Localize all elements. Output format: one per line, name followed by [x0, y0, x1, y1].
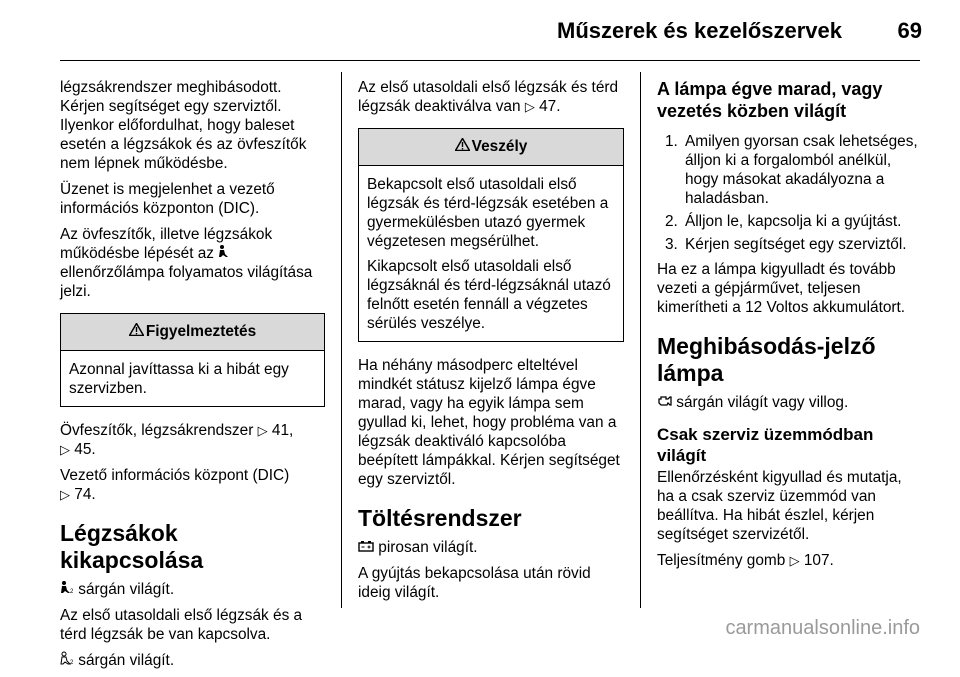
text: Az első utasoldali első légzsák és térd légzsák deaktiválva van	[358, 79, 619, 115]
list-item: 3. Kérjen segítséget egy szerviztől.	[665, 236, 907, 253]
danger-title: Veszély	[471, 138, 528, 155]
page-ref[interactable]: 45.	[74, 441, 96, 458]
list-item: 1. Amilyen gyorsan csak lehetséges, álljon ki a forgalomból anélkül, hogy másokat akadályozna a haladásban.	[665, 133, 918, 207]
cross-reference	[60, 466, 325, 504]
header-rule	[60, 60, 920, 61]
warning-title: Figyelmeztetés	[145, 323, 257, 340]
cross-reference	[60, 421, 325, 459]
reference-arrow-icon: ▷	[60, 442, 70, 457]
paragraph: Ha ez a lámpa kigyulladt és tovább vezeti a gépjárművet, teljesen kimerítheti a 12 Voltos akkumulátort.	[657, 261, 906, 316]
column-2	[358, 78, 624, 609]
battery-icon	[358, 538, 374, 557]
paragraph: Üzenet is megjelenhet a vezető információs központon (DIC).	[60, 181, 275, 217]
page-ref[interactable]: 74.	[74, 486, 96, 503]
svg-text:2: 2	[70, 589, 74, 594]
warning-box	[60, 313, 325, 407]
section-heading: Töltésrendszer	[358, 505, 522, 531]
svg-text:2: 2	[70, 660, 74, 665]
lamp-line	[657, 393, 922, 412]
section-heading: Légzsákok kikapcsolása	[60, 520, 204, 573]
header-title: Műszerek és kezelőszervek	[557, 18, 842, 43]
text: Az övfeszítők, illetve légzsákok működésbe lépését az	[60, 226, 273, 262]
danger-box-body	[359, 166, 623, 341]
reference-arrow-icon: ▷	[257, 423, 268, 438]
lamp-line	[60, 580, 325, 599]
watermark: carmanualsonline.info	[725, 617, 920, 639]
warning-box-header	[61, 314, 324, 351]
column-3	[657, 78, 922, 577]
airbag-lamp-icon	[218, 244, 230, 263]
reference-arrow-icon: ▷	[789, 553, 800, 568]
cross-reference	[657, 551, 922, 570]
lamp-line	[60, 651, 325, 670]
column-divider-2	[640, 72, 641, 608]
reference-arrow-icon: ▷	[60, 487, 70, 502]
page-ref[interactable]: 107.	[803, 552, 834, 569]
list-item: 2. Álljon le, kapcsolja ki a gyújtást.	[665, 213, 902, 230]
steps-list	[657, 132, 922, 254]
page-ref[interactable]: 41,	[271, 422, 294, 439]
warning-triangle-icon	[129, 314, 144, 350]
page-header	[0, 0, 960, 60]
danger-box	[358, 128, 624, 342]
warning-text: Azonnal javíttassa ki a hibát egy szervizben.	[69, 361, 289, 397]
reference-arrow-icon: ▷	[524, 99, 535, 114]
paragraph: Ellenőrzésként kigyullad és mutatja, ha a csak szerviz üzemmód van beállítva. Ha hibát észlel, kérjen segítséget szervizétől.	[657, 469, 902, 543]
lamp-line	[358, 538, 624, 557]
text: Övfeszítők, légzsákrendszer	[60, 422, 254, 439]
section-heading: Meghibásodás-jelző lámpa	[657, 333, 876, 386]
paragraph: Ha néhány másodperc elteltével mindkét státusz kijelző lámpa égve marad, vagy ha egyik lámpa sem gyullad ki, lehet, hogy probléma van a légzsák deaktiváló kapcsolóba beépített lámpákkal. Kérjen segítséget egy szerviztől.	[358, 357, 620, 488]
text: sárgán világít vagy villog.	[676, 394, 849, 411]
page-ref[interactable]: 47.	[539, 98, 561, 115]
page-number: 69	[897, 18, 922, 43]
text: pirosan világít.	[378, 539, 478, 556]
subsection-heading: Csak szerviz üzemmódban világít	[657, 425, 874, 465]
column-divider-1	[341, 72, 342, 608]
text: sárgán világít.	[78, 581, 175, 598]
text: sárgán világít.	[78, 652, 175, 669]
airbag-lamp-icon	[60, 580, 74, 599]
warning-box-body	[61, 351, 324, 406]
danger-text: Bekapcsolt első utasoldali első légzsák és térd-légzsák esetében a gyermekülésben utazó gyermek végzetesen megsérülhet.	[367, 176, 609, 250]
paragraph: Az első utasoldali első légzsák és a térd légzsák be van kapcsolva.	[60, 607, 303, 643]
paragraph	[60, 225, 325, 301]
engine-check-icon	[657, 393, 672, 412]
subsection-heading: A lámpa égve marad, vagy vezetés közben világít	[657, 79, 883, 121]
paragraph	[358, 78, 624, 116]
danger-text: Kikapcsolt első utasoldali első légzsáknál és térd-légzsáknál utazó felnőtt esetén fennáll a végzetes sérülés veszélye.	[367, 258, 611, 332]
paragraph: légzsákrendszer meghibásodott. Kérjen segítséget egy szerviztől. Ilyenkor előfordulhat, hogy baleset esetén a légzsákok és az övfeszítők nem lépnek működésbe.	[60, 79, 307, 172]
paragraph: A gyújtás bekapcsolása után rövid ideig világít.	[358, 565, 591, 601]
text: Vezető információs központ (DIC)	[60, 467, 290, 484]
warning-triangle-icon	[455, 129, 470, 165]
danger-box-header	[359, 129, 623, 166]
text: Teljesítmény gomb	[657, 552, 786, 569]
column-1	[60, 78, 325, 677]
text: ellenőrzőlámpa folyamatos világítása jelzi.	[60, 264, 313, 300]
airbag-lamp-icon	[60, 651, 74, 670]
